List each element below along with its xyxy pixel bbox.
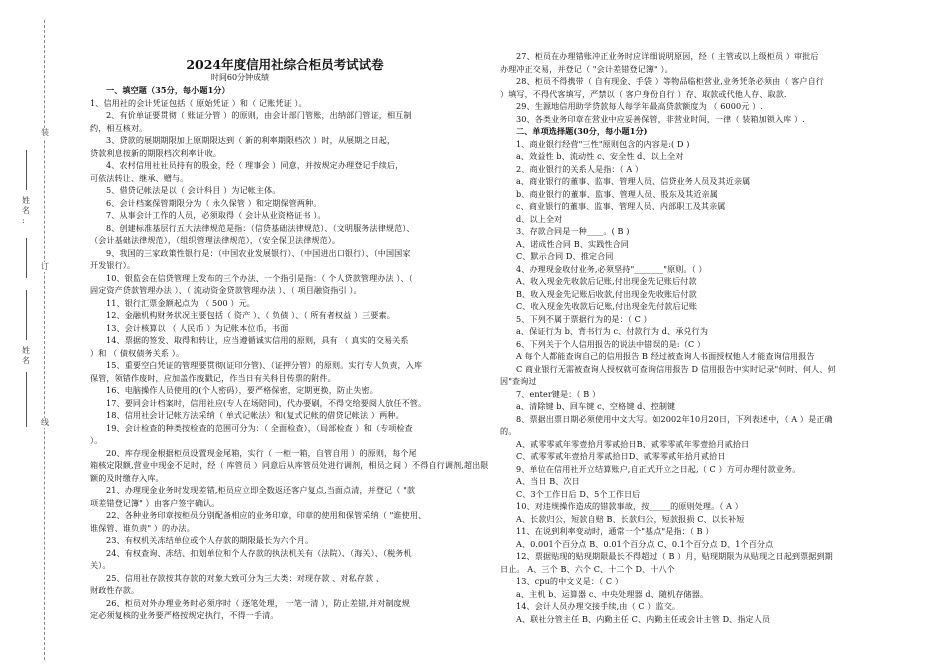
- exam-text-line: 27、柜员在办理错账冲正业务时应详细说明原因，经（ 主管或以上级柜员 ）审批后: [516, 51, 819, 61]
- exam-text-line: 22、各种业务印章按柜员分别配备相应的业务印章，印章的使用和保管采纳（ "谁使用、: [106, 510, 427, 520]
- exam-text-line: b、商业银行的董事、监事、管理人员、股东及其近亲属: [516, 188, 718, 199]
- exam-text-line: 15、重要空白凭证的管理要贯彻(证印分管)、（证押分管）的原则。实行专人负责，入库: [106, 360, 423, 370]
- binding-margin: [0, 0, 72, 672]
- left-column: [90, 84, 489, 622]
- exam-text-line: 9、单位在信用社开立结算账户,自正式开立之日起,（ C ）方可办理付款业务。: [516, 463, 801, 474]
- exam-text-line: 26、柜员对外办理业务时必须序时（ 逐笔处理， 一笔一清 ），防止差错,并对制度规: [106, 597, 410, 608]
- exam-text-line: 12、票据贴现的贴现期限最长不得超过（ B ）月，贴现期限为从贴现之日起到票据到期: [516, 551, 833, 561]
- exam-text-line: 16、电脑操作人员使用的(个人密码），要严格保密，定期更换，防止失密。: [106, 385, 378, 395]
- section-heading: 一、填空题（35分，每小题1分）: [106, 85, 230, 95]
- exam-text-line: a、保证行为 b、背书行为 c、付款行为 d、承兑行为: [516, 326, 709, 336]
- exam-text-line: 关）。: [90, 560, 111, 570]
- exam-text-line: 20、库存现金根据柜员设置现金尾箱，实行（ 一柜一箱，自管自用 ）的原则，每个尾: [106, 447, 417, 458]
- exam-text-line: 约，相互核对。: [90, 122, 148, 133]
- exam-text-line: 贷款利息按新的期限档次利率计收。: [90, 147, 222, 158]
- exam-text-line: 项差错登记簿" ）由客户签字确认。: [90, 497, 220, 508]
- exam-text-line: 12、金融机构财务状况主要包括（ 资产 ）、（ 负债 ）、（ 所有者权益 ）三要素。: [106, 310, 395, 320]
- exam-text-line: 2、商业银行的关系人是指：（ A ）: [516, 163, 644, 174]
- binding-char-ding: 订: [41, 262, 49, 271]
- exam-text-line: 额的及时缴存入库。: [90, 472, 164, 483]
- exam-text-line: 9、我国的三家政策性银行是：（中国农业发展银行）、（中国进出口银行）、（中国国家: [106, 247, 411, 258]
- exam-text-line: 财政性存款。: [90, 585, 140, 595]
- exam-text-line: A 每个人都能查询自己的信用报告 B 经过被查询人书面授权他人才能查询信用报告: [516, 351, 815, 361]
- exam-text-line: ）填写，不得代客填写，严禁以（ 客户身份自行 ）存、取款或代他人存、取款.: [500, 88, 787, 99]
- exam-text-line: 定必须复核的业务要严格按规定执行，不得一手清。: [90, 610, 279, 620]
- binding-dashed-line: [44, 20, 45, 660]
- exam-text-line: A、收入现金先收款后记账,付出现金先记账后付款: [516, 276, 697, 286]
- exam-text-line: 4、办理现金收付业务,必须坚持"_______"原则。（ ）: [516, 263, 707, 274]
- exam-text-line: 办理冲正交易，并登记（ "会计差错登记簿" ）。: [500, 63, 673, 74]
- name-blank-line-bottom: [26, 238, 27, 278]
- exam-text-line: 3、贷款的展期期限加上原期限达到（ 新的利率期限档次 ）时，从展期之日起，: [106, 135, 396, 145]
- exam-text-line: a、效益性 b、流动性 c、安全性 d、以上全对: [516, 151, 684, 161]
- exam-text-line: 13、cpu的中文义是：（ C ）: [516, 576, 624, 586]
- exam-text-line: 7、从事会计工作的人员，必须取得（ 会计从业资格证书 ）。: [106, 210, 326, 220]
- exam-text-line: 23、有权机关冻结单位或个人存款的期限最长为六个月。: [106, 535, 314, 545]
- name-blank-line-top: [26, 150, 27, 190]
- exam-text-line: 10、银监会在信贷管理上发布的三个办法、一个指引是指：（ 个人贷款管理办法 ）、（: [106, 272, 413, 283]
- right-column: [500, 50, 900, 625]
- exam-text-line: 开发银行）。: [90, 260, 136, 270]
- exam-text-line: 的。: [500, 426, 517, 436]
- exam-text-line: 24、有权查询、冻结、扣划单位和个人存款的执法机关有（法院）、（海关）、（税务机: [106, 547, 412, 558]
- exam-text-line: 2、有价单证要贯彻（ 账证分管 ）的原则，由会计部门管账，出纳部门管证，相互制: [106, 110, 412, 120]
- exam-text-line: 10、对违规操作造成的错款事故，按_____的原则处理。（ A ）: [516, 501, 743, 511]
- exam-text-line: A、当日 B、次日: [516, 476, 580, 486]
- exam-text-line: 18、信用社会计记帐方法采纳（ 单式记帐法）和(复式记帐的借贷记帐法 ）两种。: [106, 410, 404, 420]
- exam-text-line: C、默示合同 D、推定合同: [516, 251, 614, 261]
- exam-text-line: 29、生源地信用助学贷款每人每学年最高贷款额度为 （ 6000元 ）.: [516, 101, 764, 111]
- exam-title: 2024年度信用社综合柜员考试试卷: [186, 57, 384, 72]
- exam-text-line: 17、要同会计档案时，信用社应(专人在场陪同)，代办要刷，不得交给要阅人放任不管。: [106, 397, 427, 408]
- seat-blank-line-top: [26, 290, 27, 340]
- exam-text-line: B、收入现金先记账后收款,付出现金先收账后付款: [516, 288, 697, 299]
- exam-text-line: 6、下列关于个人信用报告的说法中错误的是:（C ）: [516, 338, 706, 349]
- exam-text-line: （会计基础法律规范），（组织管理法律规范），（安全保卫法律规范）。: [90, 235, 341, 245]
- exam-text-line: 8、创建标准基层行五大法律规范是指：（信贷基础法律规范）、（文明服务法律规范）、: [106, 222, 415, 233]
- exam-text-line: 7、enter键是：（ B ）: [516, 388, 601, 399]
- name-label-vertical: 姓 名 :: [22, 196, 30, 225]
- seat-label-vertical: 姓 名: [22, 346, 30, 365]
- exam-text-line: 14、票据的签发、取得和转让，应当遵循诚实信用的原则，具有 （ 真实的交易关系: [106, 335, 409, 345]
- exam-text-line: 谁保管、谁负责" ）的办法。: [90, 522, 195, 533]
- exam-subtitle: 时间60分钟成绩: [210, 73, 270, 82]
- exam-text-line: C、收入现金先收款后记账,付出现金先付款后记账: [516, 301, 698, 311]
- seat-blank-line-bottom: [26, 372, 27, 427]
- exam-text-line: A、诺成性合同 B、实践性合同: [516, 238, 629, 249]
- binding-char-xian: 线: [41, 418, 49, 427]
- exam-text-line: 13、会计核算以 （ 人民币 ）为记帐本位币，书面: [106, 322, 289, 333]
- exam-text-line: 箱核定限额,营业中现金不足时，经（ 库管员 ）同意后从库管员处进行调剂，相员之间 ）不得自行调剂,超出限: [90, 460, 489, 470]
- exam-text-line: A、贰零零贰年零壹拾月零贰拾日B、贰零零贰年零壹拾月贰拾日: [516, 438, 750, 449]
- exam-text-line: 11、在说到利率变动时，通常一个"基点"是指：（ B ）: [516, 526, 714, 536]
- exam-text-line: 11、银行汇票金额起点为 （ 500 ）元。: [106, 297, 255, 308]
- exam-text-line: 30、各类业务印章在营业中应妥善保管，非营业时间，一律（ 装箱加锁入库 ）.: [516, 113, 805, 124]
- exam-text-line: 日止。 A、三个 B、六个 C、十二个 D、十八个: [500, 563, 675, 574]
- exam-text-line: 21、办理现金业务时发现差错,柜员应立即全数返还客户复点,当面点清，并登记（ "款: [106, 485, 416, 495]
- exam-text-line: C、贰零零贰年壹拾月零贰拾日D、贰零零贰年拾月贰拾日: [516, 451, 726, 461]
- exam-text-line: 可依法转让、继承、赠与。: [90, 172, 189, 183]
- exam-text-line: 25、信用社存款按其存款的对象大致可分为三大类：对现存款 、对私存款 、: [106, 572, 385, 583]
- section-heading: 二、单项选择题(30分，每小题1分): [516, 126, 648, 136]
- exam-text-line: 4、农村信用社社员持有的股金，经（ 理事会 ）同意，并按规定办理登记手续后，: [106, 160, 404, 170]
- exam-text-line: 28、柜员不得携带（ 自有现金、手袋 ）等物品临柜营业,业务凭条必须由（ 客户自行: [516, 76, 824, 86]
- exam-text-line: 19、会计检查的种类按检查的范围可分为：（ 全面检查），（局部检查 ）和（专项检查: [106, 422, 413, 433]
- exam-text-line: 保管，领错作废时，应加盖作废戳记，作当日有关科目传票的附件。: [90, 372, 336, 383]
- exam-text-line: a、主机 b、运算器 c、中央处理器 d、随机存储器。: [516, 588, 709, 599]
- exam-text-line: C、3个工作日后 D、5个工作日后: [516, 488, 641, 499]
- exam-text-line: C 商业银行无需被查询人授权就可查询信用报告 D 信用报告中实时记录"何时、何人、何: [516, 363, 836, 374]
- exam-text-line: 6、会计档案保管期限分为（ 永久保管 ）和定期保管两种。: [106, 197, 322, 208]
- exam-text-line: ）和 （ 债权债务关系 ）。: [90, 347, 185, 358]
- exam-text-line: A、长款归公，短款自赔 B、长款归公，短款报损 C、以长补短: [516, 513, 745, 524]
- exam-text-line: 固定资产贷款管理办法 ）、（ 流动资金贷款管理办法 ）、（ 项目融资指引 ）。: [90, 285, 362, 295]
- exam-text-line: 8、票据出票日期必须使用中文大写。如2002年10月20日，下列表述中，（ A ）是正确: [516, 413, 833, 424]
- exam-text-line: A、联社分管主任 B、内勤主任 C、内勤主任或会计主管 D、指定人员: [516, 613, 771, 624]
- exam-text-line: 14、会计人员办理交接手续,由（ C ）监交。: [516, 601, 681, 611]
- exam-text-line: A、0.001个百分点 B、0.01个百分点 C、0.1个百分点 D、1个百分点: [516, 538, 774, 549]
- exam-text-line: 3、存款合同是一种____。( B ): [516, 226, 630, 236]
- exam-text-line: 5、借贷记帐法是以（ 会计科目 ）为记帐主体。: [106, 185, 281, 195]
- exam-text-line: a、清除键 b、回车键 c、空格键 d、控制键: [516, 401, 676, 411]
- exam-text-line: a、商业银行的董事、监事、管理人员、信贷业务人员及其近亲属: [516, 176, 751, 186]
- exam-text-line: 1、商业银行经营"三性"原则包含的内容是:( D ): [516, 138, 690, 149]
- binding-char-zhuang: 装: [41, 128, 49, 137]
- exam-text-line: 1、信用社的会计凭证包括（ 原始凭证 ）和（ 记账凭证 ）。: [90, 97, 307, 108]
- exam-text-line: 因"查询过: [500, 376, 537, 386]
- exam-text-line: ）。: [90, 435, 103, 445]
- exam-text-line: 5、下列不属于票据行为的是：（ C ）: [516, 313, 652, 324]
- exam-text-line: c、商业银行的董事、监事、管理人员、内部职工及其亲属: [516, 201, 726, 211]
- exam-text-line: d、以上全对: [516, 213, 563, 224]
